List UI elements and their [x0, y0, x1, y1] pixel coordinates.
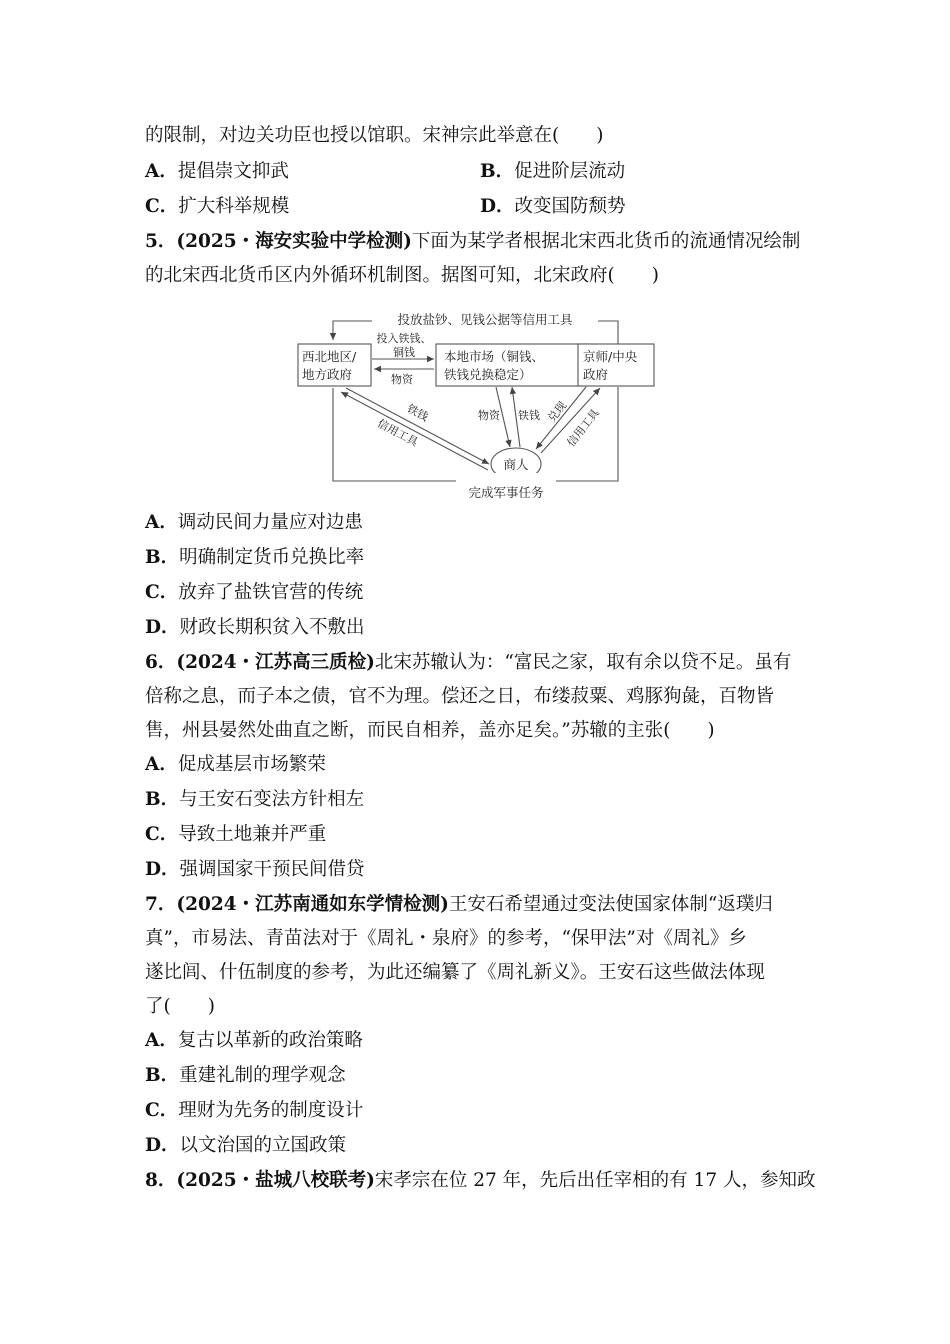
q7-option-b[interactable]: B．重建礼制的理学观念 [145, 1065, 346, 1086]
box-capital-line1: 京师/中央 [583, 349, 638, 364]
q4-option-b[interactable]: B．促进阶层流动 [480, 161, 626, 182]
q5-option-b[interactable]: B．明确制定货币兑换比率 [145, 547, 365, 568]
q7-stem-line3: 遂比闾、什伍制度的参考，为此还编纂了《周礼新义》。王安石这些做法体现 [145, 962, 765, 983]
q7-stem-line4: 了( ) [145, 996, 215, 1017]
q8-source: (2025・盐城八校联考) [176, 1170, 375, 1191]
label-iron-mid: 铁钱 [518, 409, 540, 422]
q7-source: (2024・江苏南通如东学情检测) [176, 894, 449, 915]
q6-option-d[interactable]: D．强调国家干预民间借贷 [145, 859, 365, 880]
q4-option-a[interactable]: A．提倡崇文抑武 [145, 161, 289, 182]
box-market-line2: 铁钱兑换稳定） [444, 367, 532, 382]
q4-option-d[interactable]: D．改变国防颓势 [480, 196, 626, 217]
label-goods-mid: 物资 [478, 409, 500, 422]
box-capital-line2: 政府 [583, 367, 609, 382]
q6-option-a[interactable]: A．促成基层市场繁荣 [145, 754, 326, 775]
q6-option-b[interactable]: B．与王安石变法方针相左 [145, 789, 365, 810]
box-northwest-line1: 西北地区/ [302, 349, 357, 364]
q8-stem-line1: 8．(2025・盐城八校联考)宋孝宗在位 27 年，先后出任宰相的有 17 人，参知政 [145, 1170, 816, 1191]
box-market-line1: 本地市场（铜钱、 [444, 349, 545, 364]
label-iron-copper-2: 铜钱 [393, 346, 415, 359]
q4-stem-tail: 的限制，对边关功臣也授以馆职。宋神宗此举意在( ) [145, 125, 604, 146]
q6-option-c[interactable]: C．导致土地兼并严重 [145, 824, 327, 845]
q5-option-c[interactable]: C．放弃了盐铁官营的传统 [145, 582, 364, 603]
label-goods-left: 物资 [391, 373, 413, 386]
label-iron-copper-1: 投入铁钱、 [376, 332, 432, 345]
q6-stem-line2: 倍称之息，而子本之债，官不为理。偿还之日，布缕菽粟、鸡豚狗彘，百物皆 [145, 686, 775, 707]
label-credit-right: 信用工具 [564, 406, 602, 450]
box-northwest-line2: 地方政府 [302, 367, 353, 382]
q7-option-d[interactable]: D．以文治国的立国政策 [145, 1135, 347, 1156]
q6-stem-line1: 6．(2024・江苏高三质检)北宋苏辙认为：“富民之家，取有余以贷不足。虽有 [145, 652, 792, 673]
q6-stem-line3: 售，州县晏然处曲直之断，而民自相养，盖亦足矣。”苏辙的主张( ) [145, 720, 715, 741]
label-credit-left: 信用工具 [375, 416, 421, 449]
top-loop-label: 投放盐钞、见钱公据等信用工具 [397, 312, 573, 327]
q7-option-c[interactable]: C．理财为先务的制度设计 [145, 1100, 364, 1121]
q5-stem-line1: 5．(2025・海安实验中学检测)下面为某学者根据北宋西北货币的流通情况绘制 [145, 231, 801, 252]
arrow-iron-to-merchant [346, 388, 489, 464]
q7-option-a[interactable]: A．复古以革新的政治策略 [145, 1030, 363, 1051]
merchant-label: 商人 [503, 457, 529, 472]
q5-stem-line2: 的北宋西北货币区内外循环机制图。据图可知，北宋政府( ) [145, 265, 659, 286]
q5-source: (2025・海安实验中学检测) [176, 231, 412, 252]
label-iron-left: 铁钱 [404, 402, 431, 424]
q5-option-d[interactable]: D．财政长期积贫入不敷出 [145, 617, 365, 638]
label-redeem: 兑现 [545, 399, 570, 425]
monetary-circulation-diagram [296, 296, 656, 501]
q4-option-c[interactable]: C．扩大科举规模 [145, 196, 290, 217]
bottom-loop-label: 完成军事任务 [468, 485, 544, 500]
q7-stem-line2: 真”，市易法、青苗法对于《周礼・泉府》的参考，“保甲法”对《周礼》乡 [145, 928, 747, 949]
q6-source: (2024・江苏高三质检) [176, 652, 375, 673]
q5-option-a[interactable]: A．调动民间力量应对边患 [145, 512, 363, 533]
q7-stem-line1: 7．(2024・江苏南通如东学情检测)王安石希望通过变法使国家体制“返璞归 [145, 894, 773, 915]
